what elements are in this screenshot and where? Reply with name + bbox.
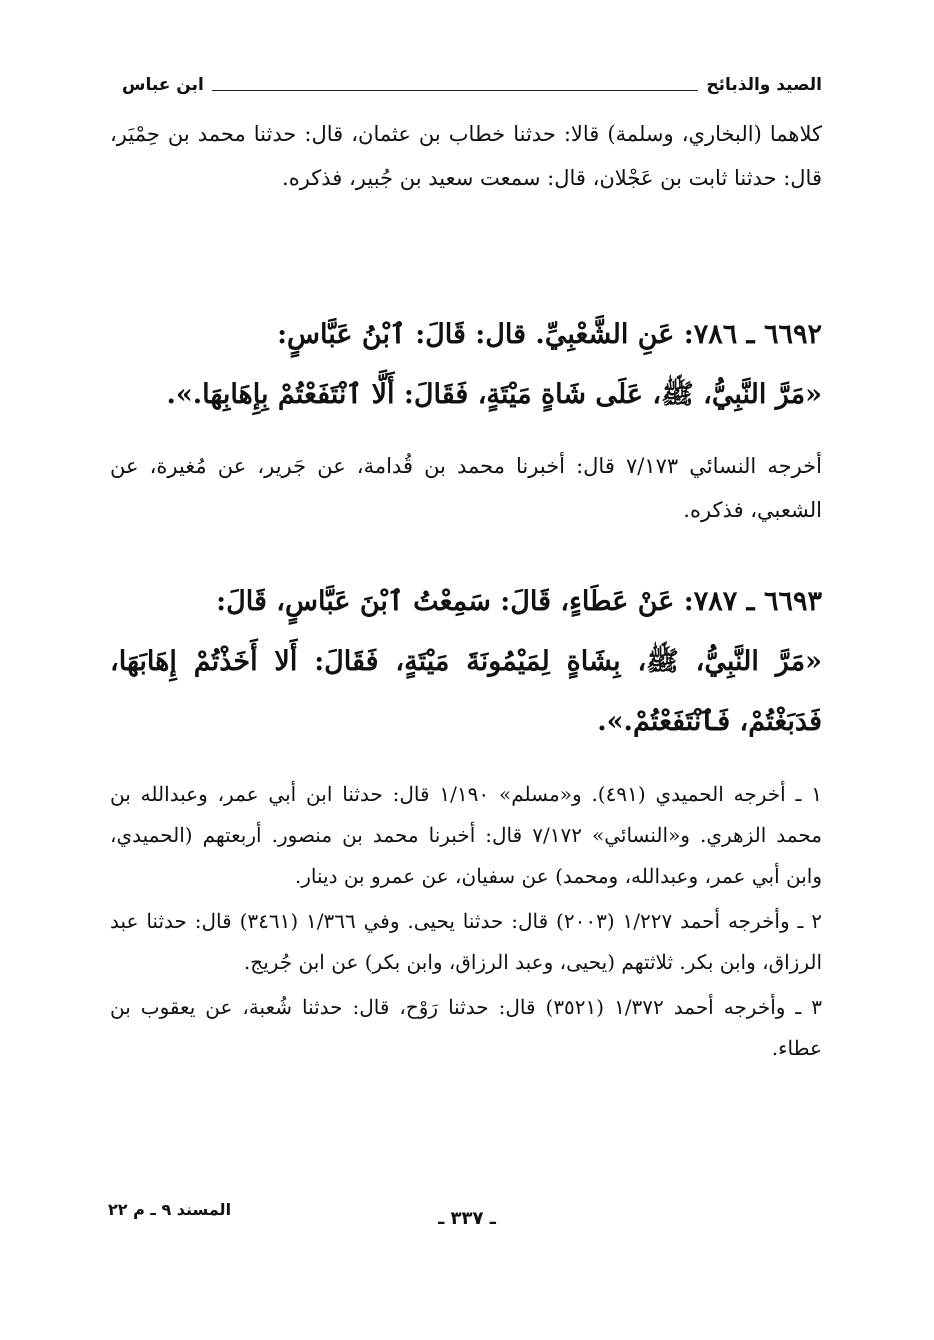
running-header	[122, 68, 822, 102]
takhrij-note-3: ٣ ـ وأخرجه أحمد ١/٣٧٢ (٣٥٢١) قال: حدثنا رَوْح، قال: حدثنا شُعبة، عن يعقوب بن عطاء.	[110, 995, 822, 1060]
hadith-6693-text: «مَرَّ النَّبِيُّ، ﷺ، بِشَاةٍ لِمَيْمُونَةَ مَيْتَةٍ، فَقَالَ: أَلا أَخَذْتُمْ إِهَابَهَا، فَدَبَغْتُمْ، فَٱنْتَفَعْتُمْ.».	[110, 646, 822, 737]
header-chapter-title: الصيد والذبائح	[706, 75, 822, 95]
hadith-6693-heading: ٦٦٩٣ ـ ٧٨٧: عَنْ عَطَاءٍ، قَالَ: سَمِعْتُ ٱبْنَ عَبَّاسٍ، قَالَ:	[216, 586, 822, 617]
intro-paragraph: كلاهما (البخاري، وسلمة) قالا: حدثنا خطاب بن عثمان، قال: حدثنا محمد بن حِمْيَر، قال: حدثنا ثابت بن عَجْلان، قال: سمعت سعيد بن جُبير، فذكره.	[110, 122, 822, 190]
hadith-6693-notes	[110, 774, 822, 1073]
takhrij-note-1: ١ ـ أخرجه الحميدي (٤٩١). و«مسلم» ١/١٩٠ قال: حدثنا ابن أبي عمر، وعبدالله بن محمد الزهري. و«النسائي» ٧/١٧٢ قال: أخبرنا محمد بن منصور. أربعتهم (الحميدي، وابن أبي عمر، وعبدالله، ومحمد) عن سفيان، عن عمرو بن دينار.	[110, 782, 822, 888]
header-section-title: ابن عباس	[122, 75, 204, 95]
volume-marker: المسند ٩ ـ م ٢٢	[108, 1200, 232, 1219]
hadith-6693	[110, 572, 822, 752]
hadith-6692	[110, 305, 822, 425]
takhrij-note-2: ٢ ـ وأخرجه أحمد ١/٢٢٧ (٢٠٠٣) قال: حدثنا يحيى. وفي ١/٣٦٦ (٣٤٦١) قال: حدثنا عبد الرزاق، وابن بكر. ثلاثتهم (يحيى، وعبد الرزاق، وابن بكر) عن ابن جُريج.	[110, 909, 823, 974]
header-rule	[212, 80, 699, 91]
page-number: ـ ٣٣٧ ـ	[438, 1208, 496, 1229]
hadith-6692-takhrij: أخرجه النسائي ٧/١٧٣ قال: أخبرنا محمد بن قُدامة، عن جَرير، عن مُغيرة، عن الشعبي، فذكره.	[110, 454, 822, 522]
hadith-6692-text: «مَرَّ النَّبِيُّ، ﷺ، عَلَى شَاةٍ مَيْتَةٍ، فَقَالَ: أَلَّا ٱنْتَفَعْتُمْ بِإِهَابِهَا.».	[166, 379, 822, 410]
hadith-6692-heading: ٦٦٩٢ ـ ٧٨٦: عَنِ الشَّعْبِيِّ. قال: قَالَ: ٱبْنُ عَبَّاسٍ:	[277, 319, 822, 350]
